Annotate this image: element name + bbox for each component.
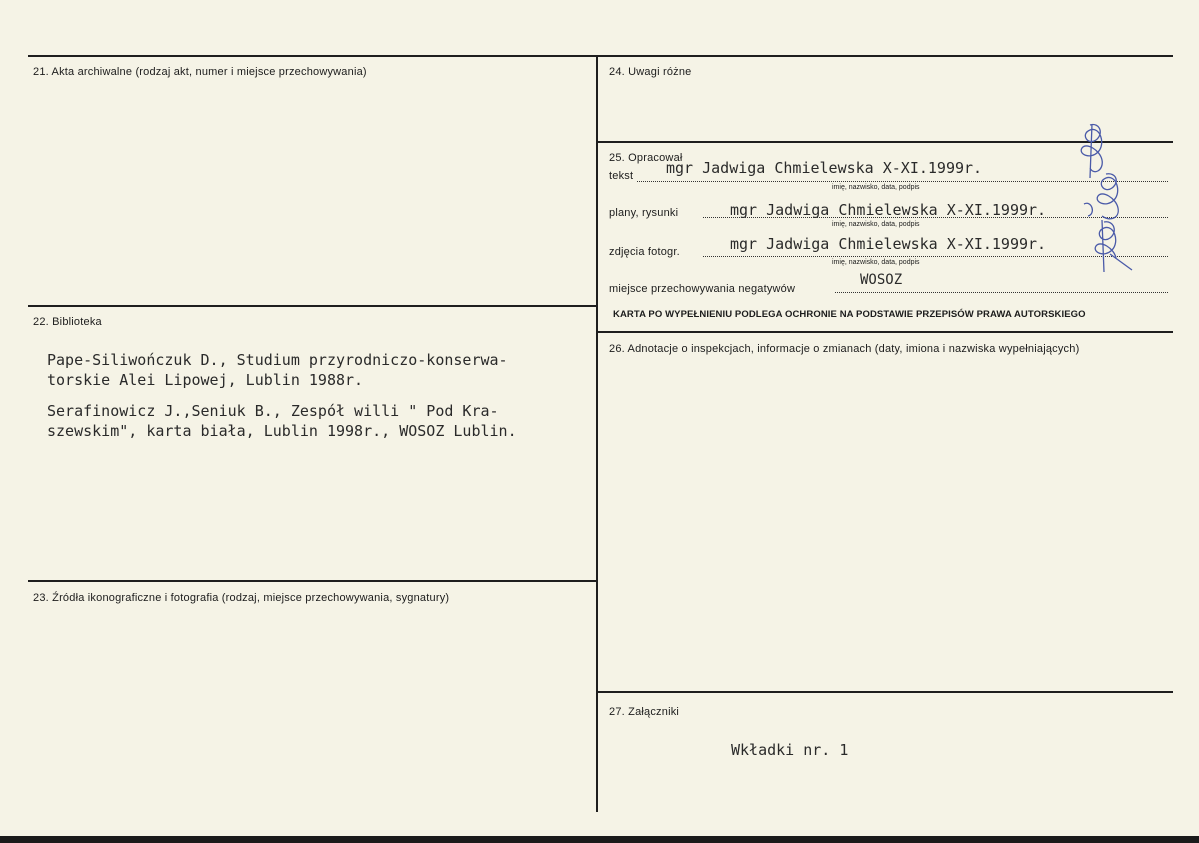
- text-author-value: mgr Jadwiga Chmielewska X-XI.1999r.: [666, 159, 983, 177]
- center-divider: [596, 56, 598, 812]
- rule-25-26: [597, 331, 1173, 333]
- section-21-label: 21. Akta archiwalne (rodzaj akt, numer i miejsce przechowywania): [33, 66, 367, 78]
- rule-22-23: [28, 580, 597, 582]
- attachments-value: Wkładki nr. 1: [731, 741, 849, 759]
- text-author-label: tekst: [609, 170, 634, 182]
- scan-edge: [0, 836, 1199, 843]
- negatives-value: WOSOZ: [860, 272, 903, 288]
- signature: [1074, 218, 1134, 278]
- drawings-author-value: mgr Jadwiga Chmielewska X-XI.1999r.: [730, 201, 1047, 219]
- bibliography-entry: Pape-Siliwończuk D., Studium przyrodniczo-konserwa- torskie Alei Lipowej, Lublin 1988r.: [47, 351, 508, 389]
- negatives-line: [835, 292, 1168, 293]
- top-rule: [28, 55, 1173, 57]
- photos-author-value: mgr Jadwiga Chmielewska X-XI.1999r.: [730, 235, 1047, 253]
- section-25-label: 25. Opracował: [609, 152, 683, 164]
- section-22-label: 22. Biblioteka: [33, 316, 102, 328]
- text-author-caption: imię, nazwisko, data, podpis: [832, 184, 920, 191]
- section-27-label: 27. Załączniki: [609, 706, 680, 718]
- drawings-author-caption: imię, nazwisko, data, podpis: [832, 221, 920, 228]
- bibliography-entry: Serafinowicz J.,Seniuk B., Zespół willi " Pod Kra- szewskim", karta biała, Lublin 1998r., WOSOZ Lublin.: [47, 402, 517, 440]
- section-26-label: 26. Adnotacje o inspekcjach, informacje o zmianach (daty, imiona i nazwiska wypełniających): [609, 343, 1080, 355]
- rule-26-27: [597, 691, 1173, 693]
- drawings-author-label: plany, rysunki: [609, 207, 679, 219]
- negatives-label: miejsce przechowywania negatywów: [609, 283, 796, 295]
- photos-author-caption: imię, nazwisko, data, podpis: [832, 259, 920, 266]
- photos-author-label: zdjęcia fotogr.: [609, 246, 680, 258]
- section-24-label: 24. Uwagi różne: [609, 66, 692, 78]
- copyright-notice: KARTA PO WYPEŁNIENIU PODLEGA OCHRONIE NA PODSTAWIE PRZEPISÓW PRAWA AUTORSKIEGO: [613, 309, 1086, 320]
- section-23-label: 23. Źródła ikonograficzne i fotografia (rodzaj, miejsce przechowywania, sygnatury): [33, 592, 450, 604]
- rule-21-22: [28, 305, 597, 307]
